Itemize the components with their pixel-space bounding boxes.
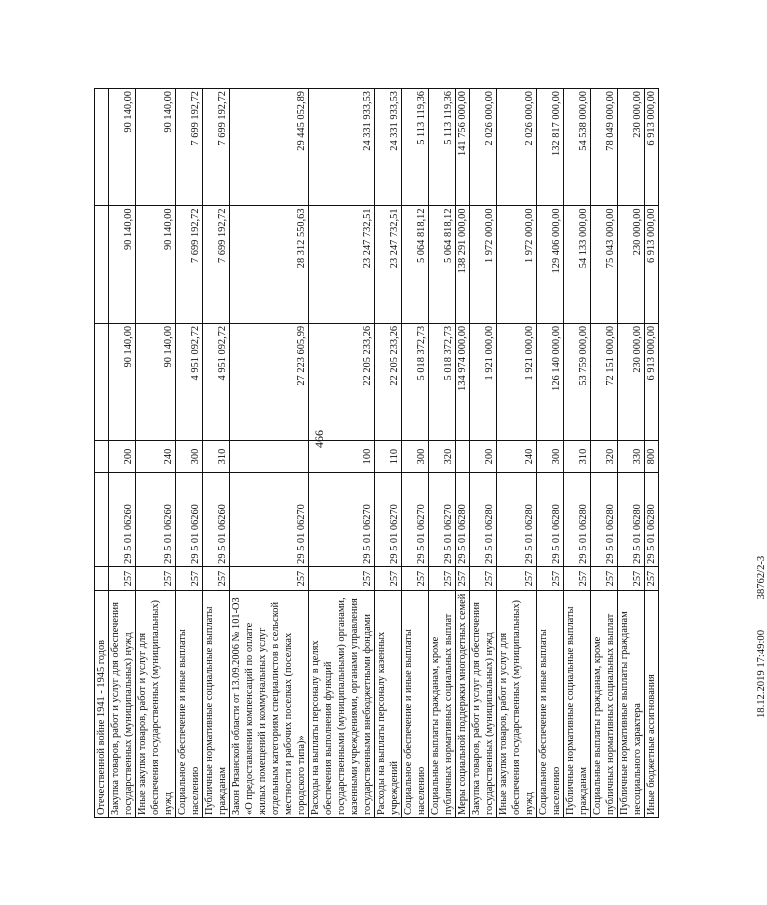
table-row xyxy=(470,89,497,818)
row-value-year1-cell: 72 151 000,00 xyxy=(591,323,618,440)
row-value-year2-cell: 6 913 000,00 xyxy=(645,206,659,323)
row-csr-cell: 29 5 01 06280 xyxy=(645,472,659,566)
row-name-cell: Иные закупки товаров, работ и услуг для обеспечения государственных (муниципальных) нужд xyxy=(497,591,537,818)
row-value-year1-cell: 1 921 000,00 xyxy=(470,323,497,440)
row-code-cell: 257 xyxy=(564,566,591,590)
row-code-cell: 257 xyxy=(375,566,402,590)
row-value-year2-cell: 5 064 818,12 xyxy=(429,206,456,323)
row-expense-type-cell: 200 xyxy=(109,441,136,472)
row-value-year3-cell: 90 140,00 xyxy=(136,89,176,206)
row-value-year3-cell xyxy=(95,89,109,206)
row-value-year3-cell: 2 026 000,00 xyxy=(497,89,537,206)
row-csr-cell: 29 5 01 06280 xyxy=(591,472,618,566)
row-value-year2-cell: 28 312 550,63 xyxy=(230,206,309,323)
row-csr-cell: 29 5 01 06260 xyxy=(109,472,136,566)
row-expense-type-cell: 310 xyxy=(203,441,230,472)
row-expense-type-cell: 300 xyxy=(402,441,429,472)
page-number: 466 xyxy=(312,430,326,448)
row-value-year1-cell xyxy=(95,323,109,440)
row-code-cell: 257 xyxy=(203,566,230,590)
table-row xyxy=(230,89,309,818)
row-code-cell: 257 xyxy=(309,566,375,590)
row-expense-type-cell: 310 xyxy=(564,441,591,472)
row-value-year3-cell: 54 538 000,00 xyxy=(564,89,591,206)
row-name-cell: Публичные нормативные социальные выплаты гражданам xyxy=(203,591,230,818)
row-value-year3-cell: 132 817 000,00 xyxy=(537,89,564,206)
row-value-year3-cell: 141 756 000,00 xyxy=(456,89,470,206)
row-value-year2-cell xyxy=(95,206,109,323)
row-value-year2-cell: 75 043 000,00 xyxy=(591,206,618,323)
row-expense-type-cell: 100 xyxy=(309,441,375,472)
row-value-year3-cell: 5 113 119,36 xyxy=(429,89,456,206)
row-value-year2-cell: 7 699 192,72 xyxy=(203,206,230,323)
row-csr-cell: 29 5 01 06270 xyxy=(230,472,309,566)
row-expense-type-cell: 320 xyxy=(591,441,618,472)
row-code-cell: 257 xyxy=(591,566,618,590)
row-expense-type-cell: 320 xyxy=(429,441,456,472)
footer-datetime: 18.12.2019 17:49:00 xyxy=(756,630,767,718)
row-value-year1-cell: 5 018 372,73 xyxy=(402,323,429,440)
table-row xyxy=(402,89,429,818)
row-csr-cell: 29 5 01 06280 xyxy=(497,472,537,566)
row-name-cell: Социальные выплаты гражданам, кроме публичных нормативных социальных выплат xyxy=(429,591,456,818)
row-expense-type-cell: 240 xyxy=(136,441,176,472)
table-row xyxy=(375,89,402,818)
row-value-year3-cell: 2 026 000,00 xyxy=(470,89,497,206)
row-value-year3-cell: 230 000,00 xyxy=(618,89,645,206)
row-name-cell: Социальные выплаты гражданам, кроме публичных нормативных социальных выплат xyxy=(591,591,618,818)
row-value-year2-cell: 129 406 000,00 xyxy=(537,206,564,323)
row-value-year2-cell: 1 972 000,00 xyxy=(470,206,497,323)
row-name-cell: Иные закупки товаров, работ и услуг для обеспечения государственных (муниципальных) нужд xyxy=(136,591,176,818)
row-code-cell: 257 xyxy=(402,566,429,590)
row-expense-type-cell: 300 xyxy=(537,441,564,472)
row-csr-cell: 29 5 01 06280 xyxy=(564,472,591,566)
row-csr-cell xyxy=(95,472,109,566)
table-row xyxy=(109,89,136,818)
row-code-cell: 257 xyxy=(497,566,537,590)
table-row xyxy=(618,89,645,818)
row-value-year1-cell: 1 921 000,00 xyxy=(497,323,537,440)
row-name-cell: Иные бюджетные ассигнования xyxy=(645,591,659,818)
budget-table-body xyxy=(95,89,659,818)
row-name-cell: Социальное обеспечение и иные выплаты населению xyxy=(176,591,203,818)
table-row xyxy=(497,89,537,818)
row-name-cell: Расходы на выплаты персоналу казенных учреждений xyxy=(375,591,402,818)
row-value-year2-cell: 54 133 000,00 xyxy=(564,206,591,323)
row-expense-type-cell: 330 xyxy=(618,441,645,472)
table-row xyxy=(537,89,564,818)
row-csr-cell: 29 5 01 06260 xyxy=(136,472,176,566)
row-value-year1-cell: 90 140,00 xyxy=(136,323,176,440)
row-expense-type-cell xyxy=(95,441,109,472)
row-value-year2-cell: 5 064 818,12 xyxy=(402,206,429,323)
row-code-cell: 257 xyxy=(230,566,309,590)
row-code-cell: 257 xyxy=(537,566,564,590)
table-row xyxy=(309,89,375,818)
row-expense-type-cell: 240 xyxy=(497,441,537,472)
row-value-year3-cell: 24 331 933,53 xyxy=(309,89,375,206)
row-name-cell: Закупка товаров, работ и услуг для обеспечения государственных (муниципальных) нужд xyxy=(470,591,497,818)
row-expense-type-cell xyxy=(230,441,309,472)
row-value-year1-cell: 53 759 000,00 xyxy=(564,323,591,440)
row-value-year1-cell: 134 974 000,00 xyxy=(456,323,470,440)
row-value-year1-cell: 90 140,00 xyxy=(109,323,136,440)
row-code-cell: 257 xyxy=(136,566,176,590)
row-csr-cell: 29 5 01 06260 xyxy=(176,472,203,566)
row-value-year1-cell: 5 018 372,73 xyxy=(429,323,456,440)
row-value-year3-cell: 24 331 933,53 xyxy=(375,89,402,206)
rotated-page-content xyxy=(94,0,767,818)
row-value-year3-cell: 7 699 192,72 xyxy=(203,89,230,206)
row-code-cell: 257 xyxy=(645,566,659,590)
row-code-cell: 257 xyxy=(176,566,203,590)
row-code-cell: 257 xyxy=(429,566,456,590)
table-row xyxy=(176,89,203,818)
row-value-year1-cell: 22 205 233,26 xyxy=(309,323,375,440)
row-value-year3-cell: 90 140,00 xyxy=(109,89,136,206)
table-row xyxy=(203,89,230,818)
row-value-year2-cell: 230 000,00 xyxy=(618,206,645,323)
budget-table xyxy=(94,88,659,818)
row-value-year2-cell: 23 247 732,51 xyxy=(309,206,375,323)
row-name-cell: Закупка товаров, работ и услуг для обеспечения государственных (муниципальных) нужд xyxy=(109,591,136,818)
row-value-year3-cell: 5 113 119,36 xyxy=(402,89,429,206)
row-value-year3-cell: 29 445 052,89 xyxy=(230,89,309,206)
row-value-year2-cell: 7 699 192,72 xyxy=(176,206,203,323)
table-row xyxy=(591,89,618,818)
row-csr-cell: 29 5 01 06260 xyxy=(203,472,230,566)
row-value-year3-cell: 78 049 000,00 xyxy=(591,89,618,206)
row-name-cell: Расходы на выплаты персоналу в целях обеспечения выполнения функций государственными (муниципальными) органами, казенными учреждениями, органами управления государственными внебюджетными фондами xyxy=(309,591,375,818)
row-value-year2-cell: 90 140,00 xyxy=(109,206,136,323)
row-code-cell xyxy=(95,566,109,590)
row-csr-cell: 29 5 01 06280 xyxy=(537,472,564,566)
row-code-cell: 257 xyxy=(109,566,136,590)
row-value-year1-cell: 27 223 605,99 xyxy=(230,323,309,440)
row-name-cell: Меры социальной поддержки многодетных семей xyxy=(456,591,470,818)
row-csr-cell: 29 5 01 06270 xyxy=(375,472,402,566)
row-expense-type-cell: 200 xyxy=(470,441,497,472)
row-code-cell: 257 xyxy=(618,566,645,590)
row-value-year2-cell: 23 247 732,51 xyxy=(375,206,402,323)
row-value-year1-cell: 126 140 000,00 xyxy=(537,323,564,440)
row-csr-cell: 29 5 01 06270 xyxy=(309,472,375,566)
row-code-cell: 257 xyxy=(470,566,497,590)
table-row xyxy=(429,89,456,818)
row-name-cell: Публичные нормативные социальные выплаты гражданам xyxy=(564,591,591,818)
row-csr-cell: 29 5 01 06280 xyxy=(470,472,497,566)
row-code-cell: 257 xyxy=(456,566,470,590)
row-value-year1-cell: 4 951 092,72 xyxy=(203,323,230,440)
footer-document-code: 38762/2-3 xyxy=(756,555,767,600)
row-value-year2-cell: 90 140,00 xyxy=(136,206,176,323)
row-value-year1-cell: 22 205 233,26 xyxy=(375,323,402,440)
table-row xyxy=(645,89,659,818)
row-csr-cell: 29 5 01 06280 xyxy=(618,472,645,566)
row-value-year3-cell: 7 699 192,72 xyxy=(176,89,203,206)
row-name-cell: Социальное обеспечение и иные выплаты населению xyxy=(402,591,429,818)
row-name-cell: Закон Рязанской области от 13.09.2006 № 101-ОЗ «О предоставлении компенсаций по оплате жилых помещений и коммунальных услуг отдельным категориям специалистов в сельской местности и рабочих поселках (поселках городского типа)» xyxy=(230,591,309,818)
page-footer xyxy=(756,528,767,718)
row-value-year2-cell: 138 291 000,00 xyxy=(456,206,470,323)
row-csr-cell: 29 5 01 06280 xyxy=(456,472,470,566)
row-value-year2-cell: 1 972 000,00 xyxy=(497,206,537,323)
row-value-year3-cell: 6 913 000,00 xyxy=(645,89,659,206)
table-row xyxy=(95,89,109,818)
row-csr-cell: 29 5 01 06270 xyxy=(402,472,429,566)
table-row xyxy=(136,89,176,818)
row-expense-type-cell xyxy=(456,441,470,472)
row-value-year1-cell: 4 951 092,72 xyxy=(176,323,203,440)
row-name-cell: Социальное обеспечение и иные выплаты населению xyxy=(537,591,564,818)
row-expense-type-cell: 110 xyxy=(375,441,402,472)
row-expense-type-cell: 800 xyxy=(645,441,659,472)
row-csr-cell: 29 5 01 06270 xyxy=(429,472,456,566)
table-row xyxy=(564,89,591,818)
row-value-year1-cell: 6 913 000,00 xyxy=(645,323,659,440)
table-row xyxy=(456,89,470,818)
row-expense-type-cell: 300 xyxy=(176,441,203,472)
row-name-cell: Публичные нормативные выплаты гражданам несоциального характера xyxy=(618,591,645,818)
row-value-year1-cell: 230 000,00 xyxy=(618,323,645,440)
row-name-cell: Отечественной войне 1941 - 1945 годов xyxy=(95,591,109,818)
